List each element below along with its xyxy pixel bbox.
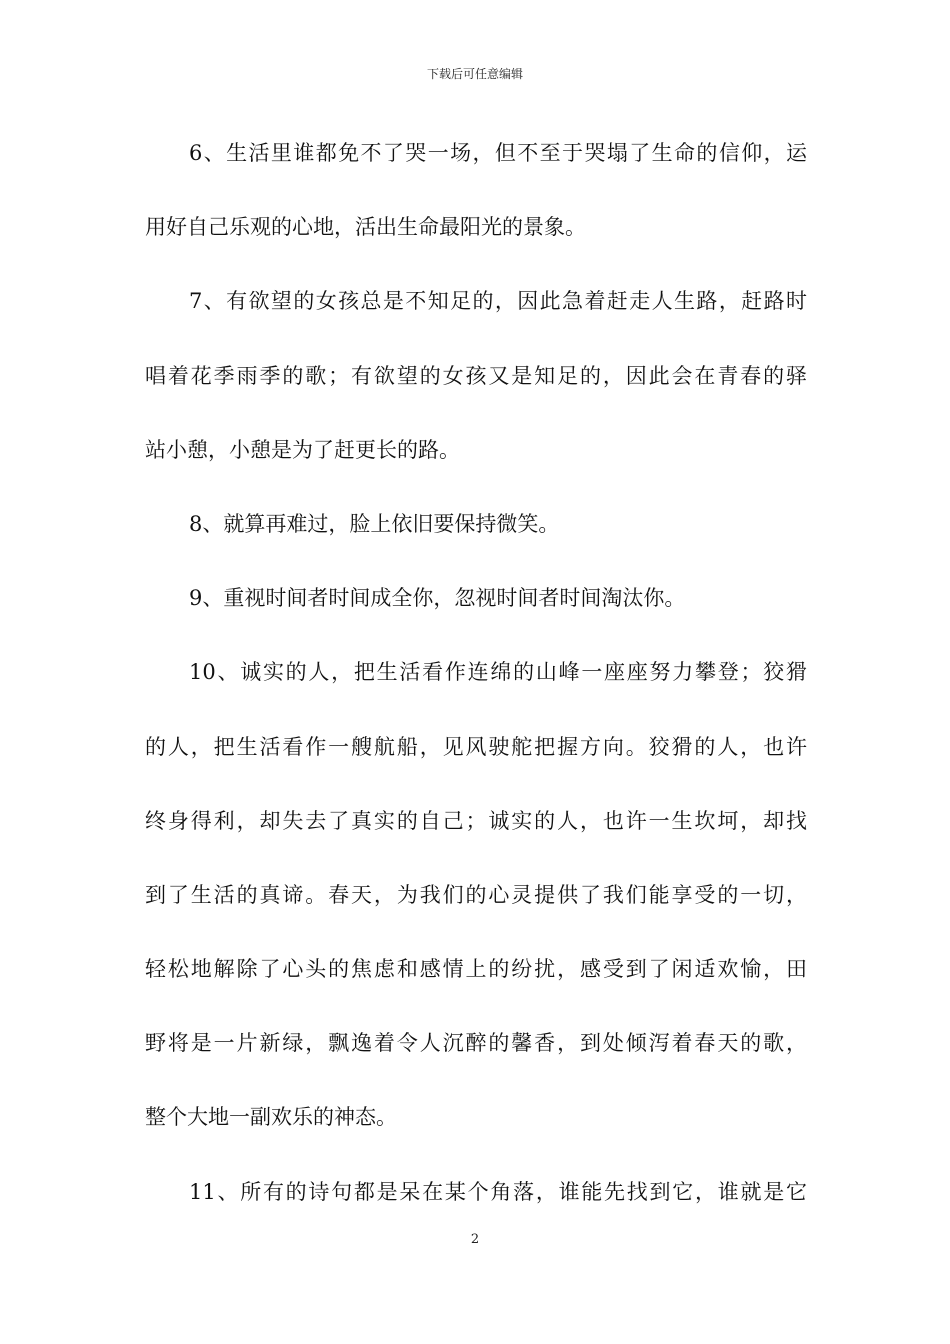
paragraph-11-line-1: 11、所有的诗句都是呆在某个角落，谁能先找到它，谁就是它 [189,1179,807,1204]
paragraph-10-line-1: 10、诚实的人，把生活看作连绵的山峰一座座努力攀登；狡猾 [189,660,807,685]
paragraph-10-line-6: 野将是一片新绿，飘逸着令人沉醉的馨香，到处倾泻着春天的歌， [145,1031,807,1056]
paragraph-10-line-7: 整个大地一副欢乐的神态。 [145,1105,397,1130]
paragraph-9-line-1: 9、重视时间者时间成全你，忽视时间者时间淘汰你。 [189,586,686,611]
paragraph-7-line-2: 唱着花季雨季的歌；有欲望的女孩又是知足的，因此会在青春的驿 [145,363,807,388]
paragraph-7-line-3: 站小憩，小憩是为了赶更长的路。 [145,437,460,462]
paragraph-10-line-4: 到了生活的真谛。春天，为我们的心灵提供了我们能享受的一切， [145,882,807,907]
paragraph-7-line-1: 7、有欲望的女孩总是不知足的，因此急着赶走人生路，赶路时 [189,289,807,314]
paragraph-6-line-2: 用好自己乐观的心地，活出生命最阳光的景象。 [145,215,586,240]
document-body [145,128,807,1241]
page-number: 2 [470,1232,480,1247]
paragraph-10-line-3: 终身得利，却失去了真实的自己；诚实的人，也许一生坎坷，却找 [145,808,807,833]
paragraph-10-line-2: 的人，把生活看作一艘航船，见风驶舵把握方向。狡猾的人，也许 [145,734,807,759]
paragraph-8-line-1: 8、就算再难过，脸上依旧要保持微笑。 [189,511,560,536]
paragraph-10-line-5: 轻松地解除了心头的焦虑和感情上的纷扰，感受到了闲适欢愉，田 [145,957,807,982]
page-header: 下载后可任意编辑 [426,67,523,81]
paragraph-6-line-1: 6、生活里谁都免不了哭一场，但不至于哭塌了生命的信仰，运 [189,141,807,165]
